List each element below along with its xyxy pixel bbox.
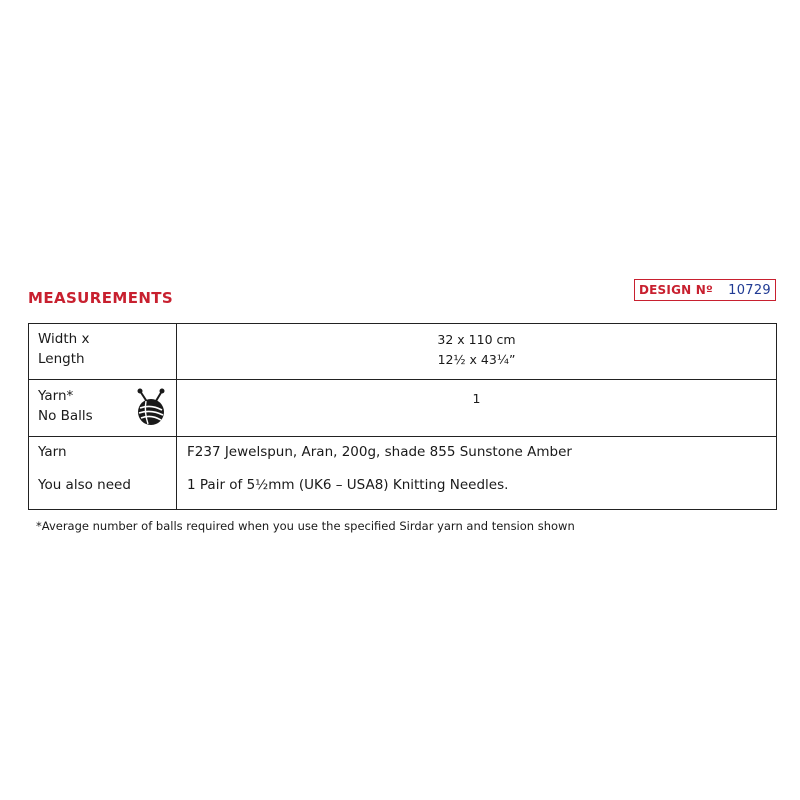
length-label: Length bbox=[38, 351, 85, 367]
table-row-materials bbox=[29, 436, 776, 509]
width-label: Width x bbox=[38, 331, 90, 347]
also-need-value: 1 Pair of 5½mm (UK6 – USA8) Knitting Needles. bbox=[187, 477, 509, 493]
design-label: DESIGN Nº bbox=[639, 283, 713, 297]
yarn-asterisk-label: Yarn* bbox=[38, 388, 74, 404]
section-title: MEASUREMENTS bbox=[28, 289, 174, 307]
yarn-ball-needles-icon bbox=[131, 387, 171, 427]
yarn-label: Yarn bbox=[38, 444, 67, 460]
size-metric-value: 32 x 110 cm bbox=[437, 332, 516, 347]
footnote: *Average number of balls required when you use the specified Sirdar yarn and tension shown bbox=[36, 519, 575, 533]
size-imperial-value: 12½ x 43¼” bbox=[437, 352, 516, 367]
yarn-value: F237 Jewelspun, Aran, 200g, shade 855 Sunstone Amber bbox=[187, 444, 572, 460]
design-number: 10729 bbox=[728, 282, 771, 298]
balls-count-value: 1 bbox=[472, 391, 481, 406]
also-need-label: You also need bbox=[38, 477, 131, 493]
measurements-table bbox=[28, 323, 777, 510]
no-balls-label: No Balls bbox=[38, 408, 93, 424]
table-row-width-length bbox=[29, 324, 776, 380]
table-row-yarn-balls bbox=[29, 379, 776, 437]
design-number-box bbox=[634, 279, 776, 301]
